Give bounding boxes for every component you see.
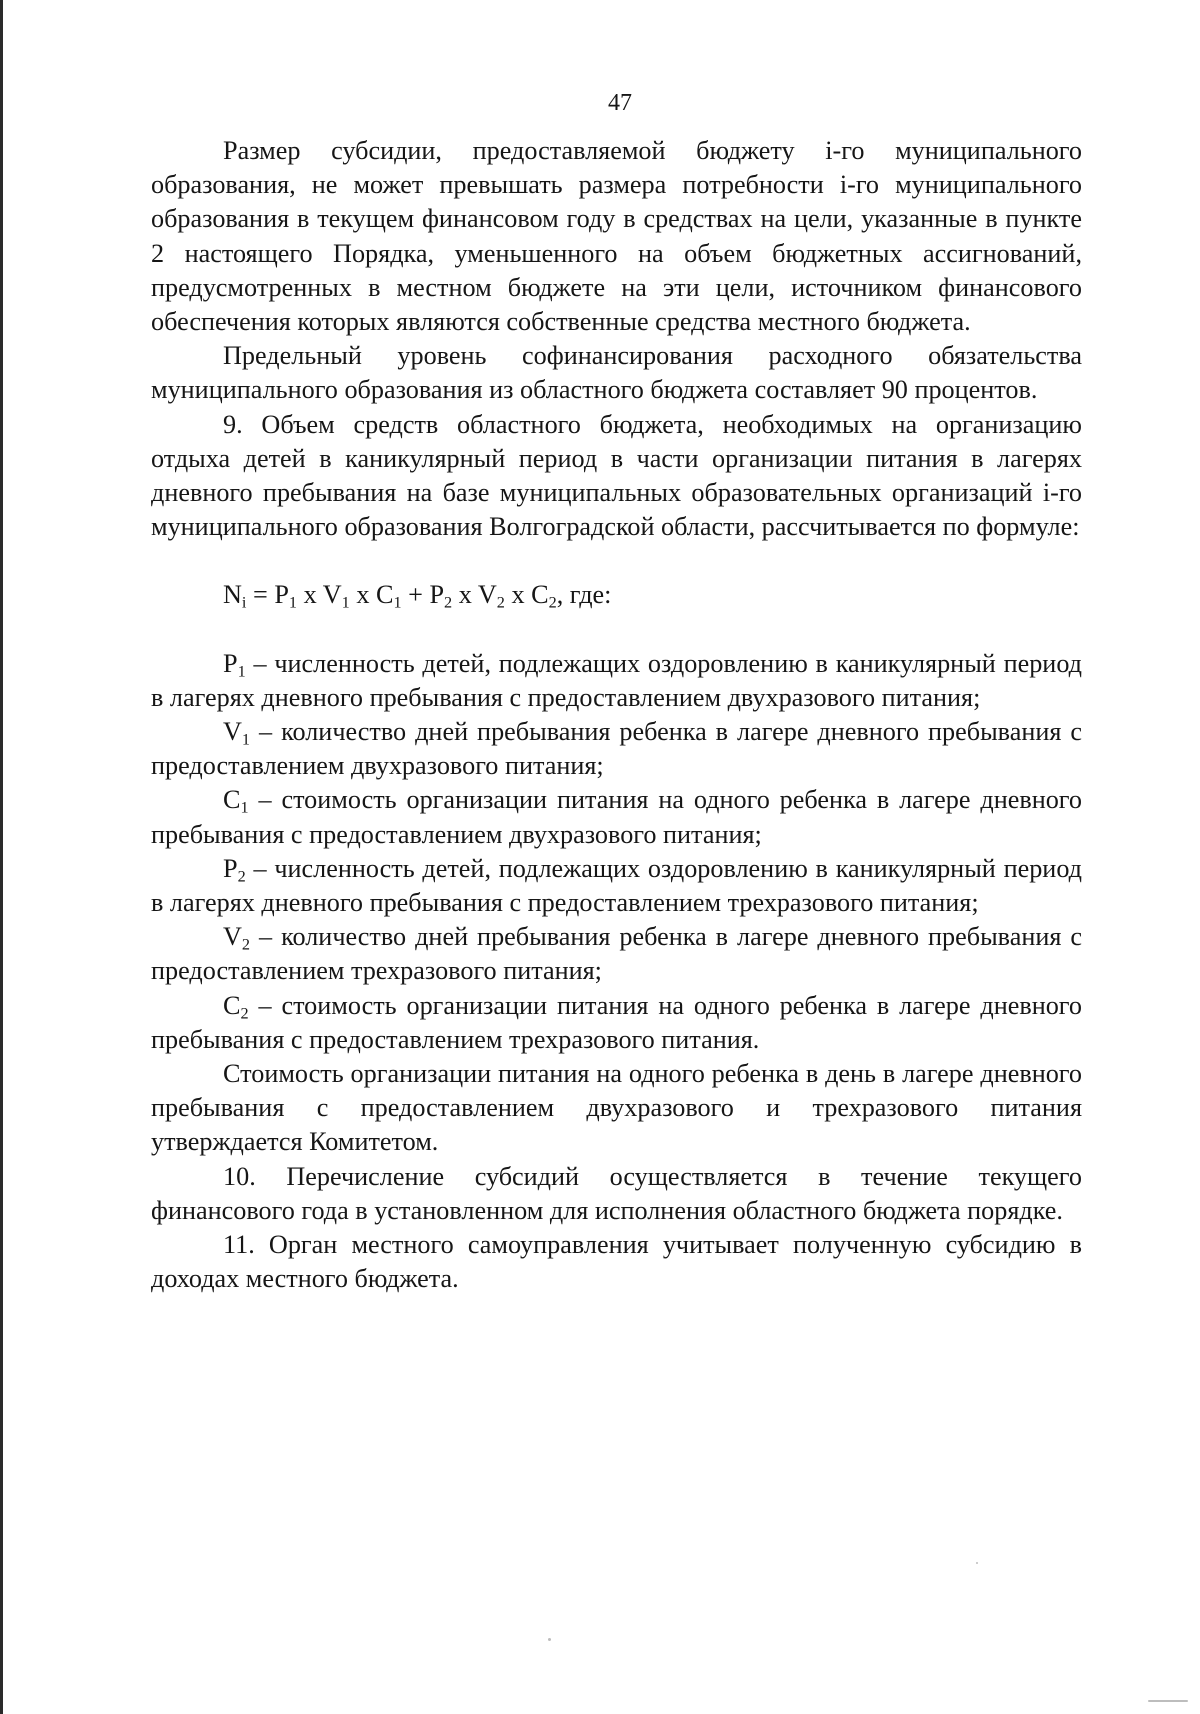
scan-speck (1148, 1700, 1188, 1702)
definition-symbol: P (223, 648, 238, 678)
formula-eq: = (246, 580, 275, 610)
definition-symbol: P (223, 853, 238, 883)
formula-V2-sub: 2 (496, 593, 505, 612)
definition-symbol: V (223, 922, 242, 952)
definition-V2 (151, 920, 1082, 988)
definition-symbol-sub: 2 (241, 935, 251, 954)
formula-plus: + (401, 580, 430, 610)
paragraph-cost-approval: Стоимость организации питания на одного ребенка в день в лагере дневного пребывания с предоставлением двухразового и трехразового питания утверждается Комитетом. (151, 1059, 1082, 1157)
formula-times: x (349, 580, 376, 610)
definition-symbol-sub: 1 (237, 662, 246, 681)
formula-V1-sub: 1 (341, 593, 350, 612)
formula-V2: V (477, 580, 497, 610)
definition-text: – численность детей, подлежащих оздоровлению в каникулярный период в лагерях дневного пребывания с предоставлением двухразового питания; (151, 648, 1082, 712)
definition-symbol: C (223, 990, 241, 1020)
formula (151, 578, 1082, 612)
formula-tail: , где: (556, 580, 612, 610)
formula-P2: P (429, 580, 445, 610)
formula-times: x (504, 580, 532, 610)
definition-text: – количество дней пребывания ребенка в лагере дневного пребывания с предоставлением двухразового питания; (151, 717, 1082, 781)
scan-speck (976, 1562, 978, 1564)
definition-text: – стоимость организации питания на одного ребенка в лагере дневного пребывания с предоставлением двухразового питания; (151, 785, 1082, 849)
definition-symbol-sub: 1 (240, 799, 249, 817)
formula-N: N (223, 580, 242, 610)
definition-V1 (151, 715, 1082, 783)
formula-P2-sub: 2 (444, 593, 453, 612)
definition-symbol: V (223, 717, 242, 747)
page-number: 47 (608, 90, 632, 116)
definition-C2 (151, 989, 1082, 1057)
document-body (151, 134, 1082, 1297)
definition-P2 (151, 852, 1082, 920)
formula-C1: C (375, 580, 394, 610)
formula-times: x (297, 580, 323, 610)
definition-symbol-sub: 2 (237, 867, 246, 886)
formula-P1-sub: 1 (288, 593, 298, 612)
definition-text: – стоимость организации питания на одного ребенка в лагере дневного пребывания с предоставлением трехразового питания. (151, 990, 1082, 1054)
scan-speck (548, 1638, 551, 1641)
definition-P1 (151, 647, 1082, 715)
formula-V1: V (322, 580, 342, 610)
paragraph-item-11: 11. Орган местного самоуправления учитывает полученную субсидию в доходах местного бюджета. (151, 1230, 1082, 1294)
paragraph-subsidy-size: Размер субсидии, предоставляемой бюджету i-го муниципального образования, не может превышать размера потребности i-го муниципального образования в текущем финансовом году в средствах на цели, указанные в пункте 2 настоящего Порядка, уменьшенного на объем бюджетных ассигнований, предусмотренных в местном бюджете на эти цели, источником финансового обеспечения которых являются собственные средства местного бюджета. (151, 136, 1082, 337)
formula-P1: P (274, 580, 289, 610)
formula-C2-sub: 2 (548, 593, 557, 612)
definition-text: – численность детей, подлежащих оздоровлению в каникулярный период в лагерях дневного пребывания с предоставлением трехразового питания; (151, 853, 1082, 918)
definition-C1 (151, 783, 1082, 851)
definition-text: – количество дней пребывания ребенка в лагере дневного пребывания с предоставлением трехразового питания; (151, 922, 1082, 986)
formula-C2: C (531, 580, 549, 610)
formula-C1-sub: 1 (393, 593, 402, 612)
paragraph-item-10: 10. Перечисление субсидий осуществляется в течение текущего финансового года в установленном для исполнения областного бюджета порядке. (151, 1161, 1082, 1225)
definition-symbol-sub: 1 (241, 730, 251, 749)
definition-symbol-sub: 2 (240, 1004, 249, 1023)
paragraph-cofinancing-level: Предельный уровень софинансирования расходного обязательства муниципального образования из областного бюджета составляет 90 процентов. (151, 341, 1082, 405)
definition-symbol: C (223, 785, 241, 815)
paragraph-item-9: 9. Объем средств областного бюджета, необходимых на организацию отдыха детей в каникулярный период в части организации питания в лагерях дневного пребывания на базе муниципальных образовательных организаций i-го муниципального образования Волгоградской области, рассчитывается по формуле: (151, 409, 1082, 542)
formula-times: x (452, 580, 478, 610)
formula-N-sub: i (241, 593, 247, 612)
